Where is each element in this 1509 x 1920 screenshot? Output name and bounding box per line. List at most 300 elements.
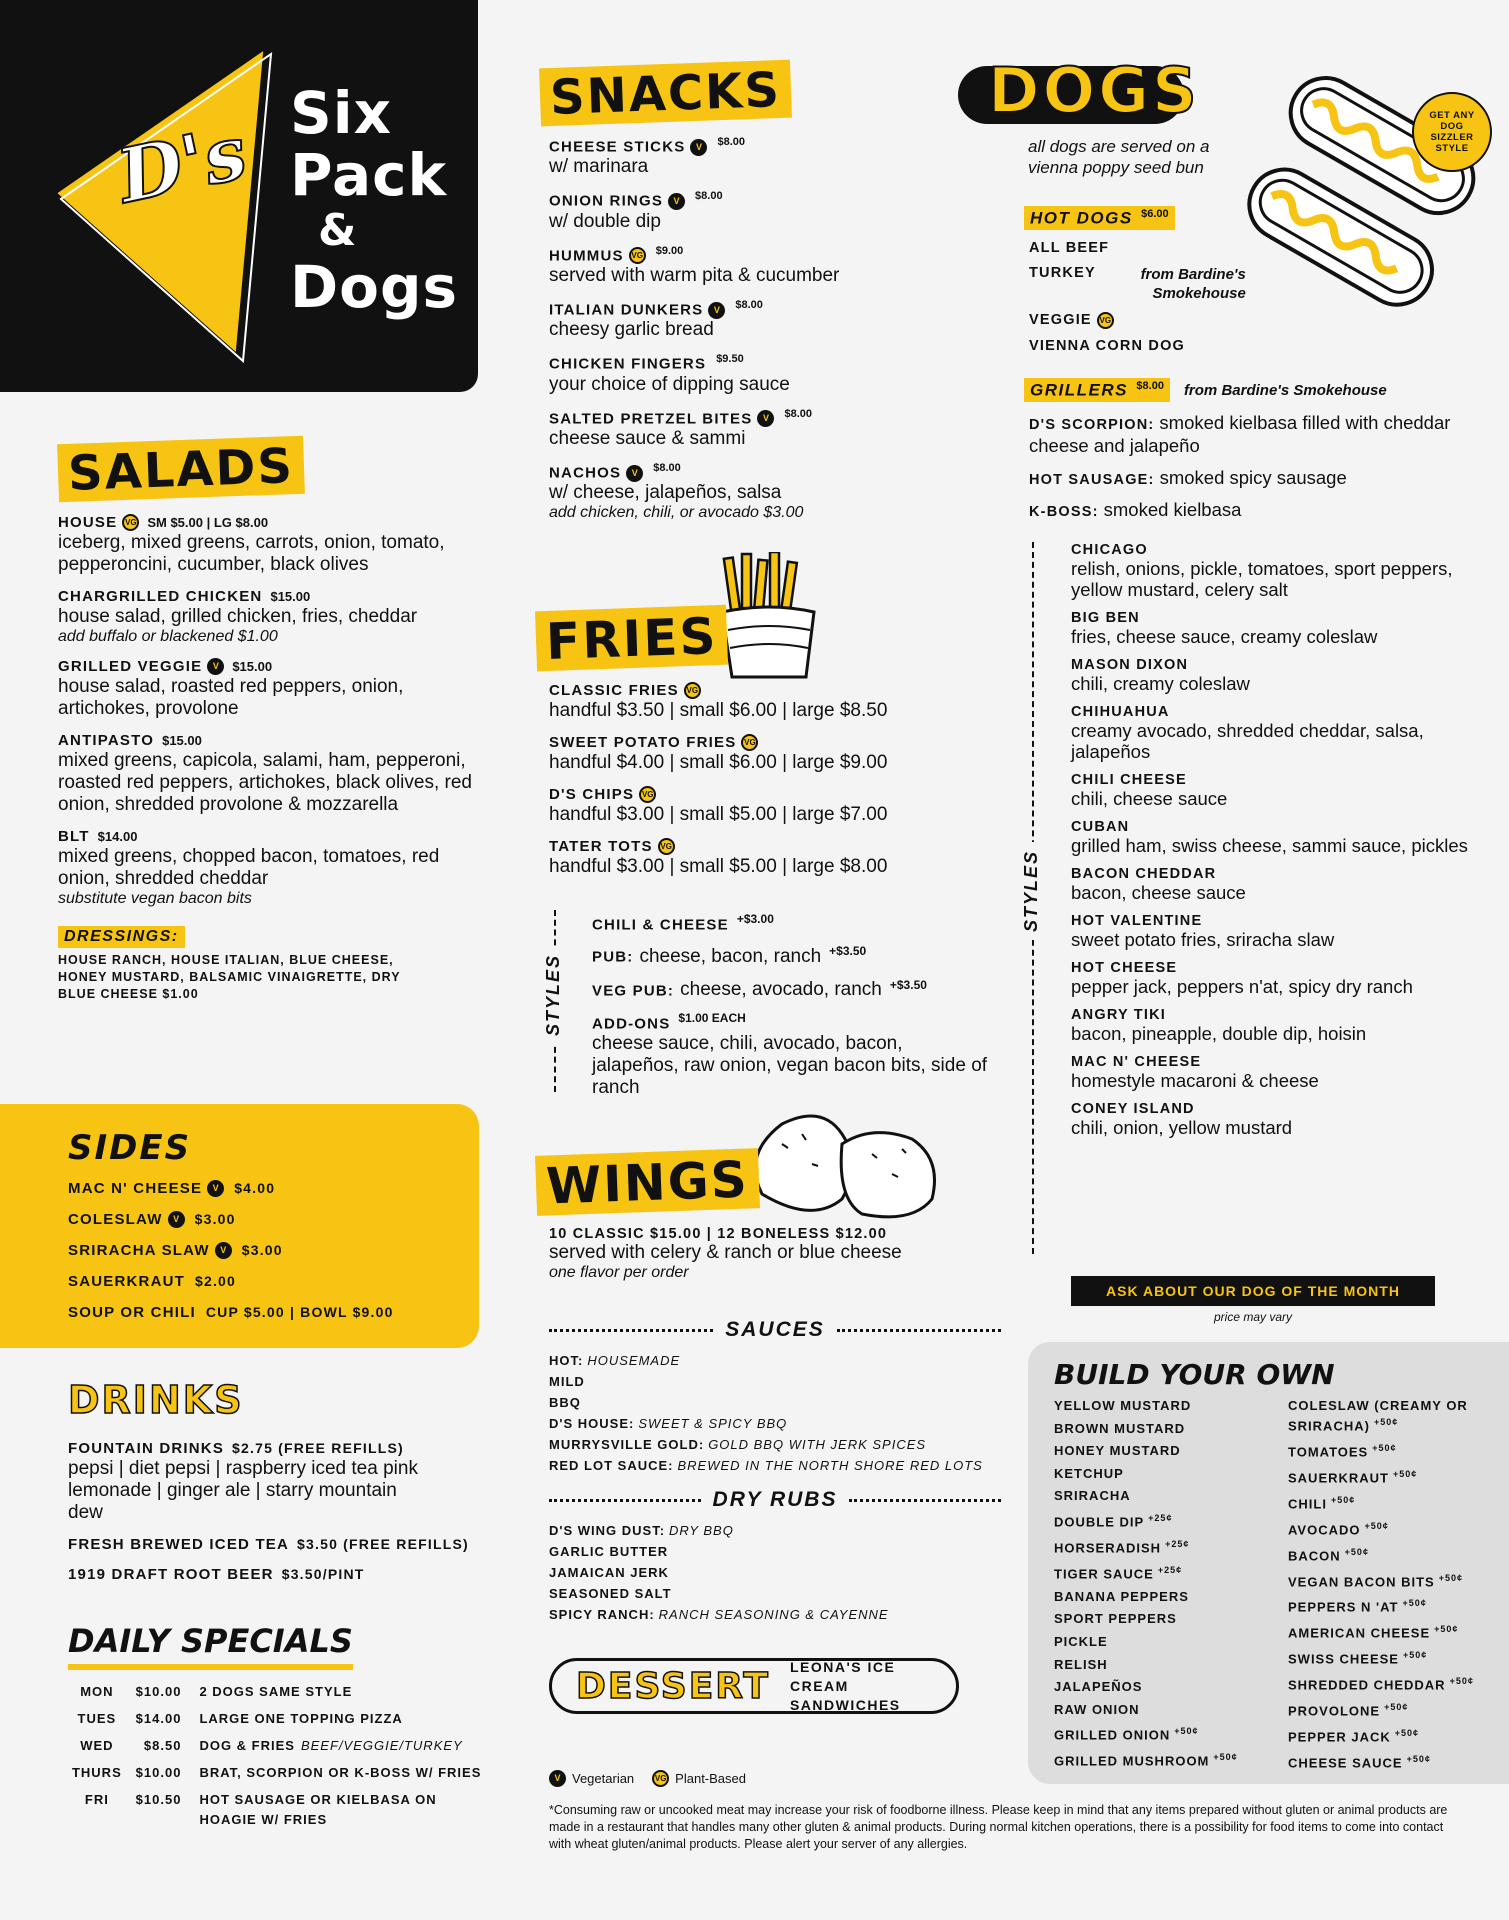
salad-price: $15.00 bbox=[270, 589, 311, 604]
dog-style-desc: grilled ham, swiss cheese, sammi sauce, pickles bbox=[1071, 835, 1468, 856]
dog-style-name: CONEY ISLAND bbox=[1071, 1101, 1195, 1117]
salad-desc: iceberg, mixed greens, carrots, onion, tomato, pepperoncini, cucumber, black olives bbox=[58, 532, 445, 575]
fries-style-name: PUB: bbox=[592, 948, 634, 966]
topping-item bbox=[1288, 1518, 1488, 1538]
griller-item bbox=[1029, 412, 1474, 458]
special-item-wrap bbox=[199, 1736, 488, 1756]
dog-style-desc: homestyle macaroni & cheese bbox=[1071, 1070, 1319, 1091]
dog-style-item bbox=[1071, 610, 1481, 647]
snack-price: $8.00 bbox=[784, 407, 812, 420]
snack-desc: w/ marinara bbox=[549, 156, 649, 178]
fries-style-price: $1.00 EACH bbox=[678, 1010, 746, 1025]
dog-styles-list bbox=[1071, 542, 1481, 1148]
fries-styles-list bbox=[592, 912, 992, 1109]
grillers-price: $8.00 bbox=[1136, 380, 1164, 392]
dressings-text: HOUSE RANCH, HOUSE ITALIAN, BLUE CHEESE, HONEY MUSTARD, BALSAMIC VINAIGRETTE, DRY BLUE CHEESE $1.00 bbox=[58, 953, 401, 1001]
topping-item bbox=[1288, 1699, 1488, 1719]
fries-style-name: VEG PUB: bbox=[592, 981, 675, 999]
sauces-heading: SAUCES bbox=[725, 1318, 825, 1341]
snack-price: $9.50 bbox=[716, 353, 744, 366]
grillers-label-wrap bbox=[1024, 378, 1170, 402]
fries-sizes: handful $4.00 | small $6.00 | large $9.00 bbox=[549, 752, 888, 773]
dog-style-item bbox=[1071, 772, 1481, 809]
special-price: $10.00 bbox=[135, 1765, 182, 1780]
fries-header bbox=[549, 734, 996, 752]
topping-item bbox=[1054, 1465, 1260, 1482]
sides-list bbox=[68, 1180, 479, 1322]
salad-desc: house salad, grilled chicken, fries, cheddar bbox=[58, 606, 418, 627]
side-price: $3.00 bbox=[241, 1242, 283, 1258]
snack-price: $8.00 bbox=[735, 298, 763, 311]
dog-style-item bbox=[1071, 1054, 1481, 1091]
dressings-block bbox=[58, 926, 488, 1003]
topping-price: +50¢ bbox=[1406, 1753, 1431, 1764]
fries-style-item bbox=[592, 944, 992, 967]
dog-style-name: MAC N' CHEESE bbox=[1071, 1054, 1202, 1070]
salad-item-header bbox=[58, 514, 488, 532]
dog-style-name: CUBAN bbox=[1071, 819, 1130, 835]
topping-item bbox=[1054, 1420, 1260, 1437]
topping-name: COLESLAW (CREAMY OR SRIRACHA) bbox=[1288, 1398, 1468, 1434]
fries-sizes: handful $3.00 | small $5.00 | large $7.00 bbox=[549, 804, 888, 825]
grillers-note: from Bardine's Smokehouse bbox=[1183, 381, 1387, 399]
snack-header bbox=[549, 353, 980, 373]
item-name: D'S HOUSE: bbox=[549, 1416, 635, 1431]
wings-info bbox=[536, 1226, 1006, 1282]
fries-heading: FRIES bbox=[535, 605, 728, 672]
topping-item bbox=[1288, 1544, 1488, 1564]
hotdogs-block bbox=[1024, 206, 1344, 363]
topping-price: +50¢ bbox=[1373, 1417, 1399, 1427]
logo-line-six: Six bbox=[290, 79, 393, 147]
fries-style-price: +$3.00 bbox=[736, 912, 774, 926]
topping-price: +50¢ bbox=[1402, 1650, 1428, 1661]
logo-block bbox=[0, 0, 478, 392]
item-name: JAMAICAN JERK bbox=[549, 1565, 669, 1580]
topping-item bbox=[1054, 1442, 1260, 1459]
snack-item bbox=[549, 353, 980, 395]
salad-name: HOUSE bbox=[58, 514, 118, 531]
vegetarian-badge-icon: V bbox=[708, 302, 725, 319]
item-desc: BREWED IN THE NORTH SHORE RED LOTS bbox=[677, 1458, 983, 1473]
hotdogs-label: HOT DOGS bbox=[1030, 208, 1133, 228]
snack-desc: served with warm pita & cucumber bbox=[549, 264, 840, 286]
snack-desc: cheesy garlic bread bbox=[549, 319, 714, 341]
dog-style-desc: pepper jack, peppers n'at, spicy dry ranch bbox=[1071, 976, 1413, 997]
snack-item bbox=[549, 462, 980, 522]
topping-name: GRILLED MUSHROOM bbox=[1054, 1753, 1210, 1769]
fries-list bbox=[536, 682, 996, 878]
fries-item bbox=[549, 786, 996, 826]
topping-item bbox=[1288, 1647, 1488, 1667]
item-name: SPICY RANCH: bbox=[549, 1607, 655, 1622]
vegetarian-badge-icon: V bbox=[549, 1770, 566, 1787]
griller-name: D'S SCORPION: bbox=[1029, 417, 1155, 434]
special-day: WED bbox=[80, 1738, 114, 1753]
grillers-block bbox=[1024, 378, 1474, 531]
topping-price: +50¢ bbox=[1402, 1598, 1427, 1609]
salad-item-header bbox=[58, 588, 488, 606]
drink-price: $2.75 (FREE REFILLS) bbox=[232, 1440, 404, 1456]
special-item-wrap bbox=[199, 1682, 488, 1702]
fries-name: CLASSIC FRIES bbox=[549, 682, 679, 699]
sauce-item bbox=[549, 1413, 1001, 1434]
special-item: LARGE ONE TOPPING PIZZA bbox=[199, 1711, 403, 1726]
drink-item bbox=[68, 1566, 488, 1584]
build-heading: BUILD YOUR OWN bbox=[1054, 1358, 1335, 1391]
rub-item bbox=[549, 1604, 1001, 1625]
rub-item bbox=[549, 1520, 1001, 1541]
topping-item bbox=[1288, 1570, 1488, 1590]
salads-heading: SALADS bbox=[57, 436, 305, 503]
griller-desc: smoked kielbasa bbox=[1103, 499, 1242, 521]
snack-desc: your choice of dipping sauce bbox=[549, 373, 790, 395]
drinks-section bbox=[68, 1378, 488, 1596]
side-price: CUP $5.00 | BOWL $9.00 bbox=[205, 1304, 394, 1320]
sauces-section bbox=[549, 1318, 1001, 1476]
side-name: MAC N' CHEESE bbox=[68, 1180, 203, 1197]
griller-name: K-BOSS: bbox=[1029, 504, 1099, 521]
specials-table bbox=[68, 1684, 488, 1830]
salad-price: $15.00 bbox=[232, 659, 273, 674]
special-item-wrap bbox=[199, 1763, 488, 1783]
dog-style-item bbox=[1071, 1007, 1481, 1044]
dog-style-name: CHILI CHEESE bbox=[1071, 772, 1187, 788]
dog-styles-label: STYLES bbox=[1021, 842, 1042, 940]
griller-desc: smoked kielbasa filled with cheddar cheese and jalapeño bbox=[1029, 412, 1451, 457]
special-day: TUES bbox=[77, 1711, 117, 1726]
topping-item bbox=[1054, 1633, 1260, 1650]
price-may-vary: price may vary bbox=[1213, 1310, 1293, 1324]
topping-name: PROVOLONE bbox=[1288, 1703, 1381, 1719]
hotdog-note: from Bardine's Smokehouse bbox=[1140, 266, 1246, 303]
item-name: RED LOT SAUCE: bbox=[549, 1458, 674, 1473]
salads-section bbox=[58, 440, 488, 1003]
disclaimer: *Consuming raw or uncooked meat may increase your risk of foodborne illness. Please keep in mind that any items prepared without gluten or animal products are made in a restaurant that handles many other gluten & animal products. During normal kitchen operations, there is a possibility for food items to come into contact with wheat gluten/animal products. Please alert your server of any allergies. bbox=[549, 1803, 1448, 1851]
special-price: $10.50 bbox=[135, 1792, 182, 1807]
fries-style-item bbox=[592, 912, 992, 934]
dog-style-name: CHIHUAHUA bbox=[1071, 704, 1170, 720]
item-desc: SWEET & SPICY BBQ bbox=[638, 1416, 788, 1431]
snack-header bbox=[549, 299, 980, 319]
snacks-list bbox=[540, 136, 980, 522]
grillers-label: GRILLERS bbox=[1030, 380, 1128, 400]
salad-item bbox=[58, 828, 488, 908]
topping-name: RAW ONION bbox=[1054, 1701, 1140, 1717]
vegetarian-badge-icon: V bbox=[757, 410, 774, 427]
topping-name: SWISS CHEESE bbox=[1288, 1651, 1399, 1667]
snack-price: $8.00 bbox=[717, 136, 745, 148]
rub-item bbox=[549, 1583, 1001, 1604]
special-price: $8.50 bbox=[143, 1738, 182, 1753]
dog-style-item bbox=[1071, 704, 1481, 762]
topping-item bbox=[1054, 1749, 1260, 1769]
item-name: MILD bbox=[549, 1374, 585, 1389]
special-item: DOG & FRIES bbox=[199, 1738, 295, 1753]
drink-price: $3.50 (FREE REFILLS) bbox=[297, 1536, 469, 1552]
topping-item bbox=[1054, 1678, 1260, 1695]
hotdog-item bbox=[1029, 265, 1344, 303]
special-extra: BEEF/VEGGIE/TURKEY bbox=[300, 1738, 463, 1753]
side-item bbox=[68, 1304, 479, 1322]
dogs-heading: DOGS bbox=[988, 54, 1200, 127]
topping-name: YELLOW MUSTARD bbox=[1054, 1398, 1192, 1413]
salad-item-header bbox=[58, 658, 488, 676]
item-desc: GOLD BBQ WITH JERK SPICES bbox=[708, 1437, 927, 1452]
grillers-list bbox=[1024, 412, 1474, 522]
topping-name: GRILLED ONION bbox=[1054, 1727, 1171, 1743]
topping-name: AVOCADO bbox=[1288, 1522, 1361, 1538]
fries-item bbox=[549, 838, 996, 878]
build-left-column bbox=[1054, 1397, 1260, 1777]
hotdogs-list bbox=[1024, 240, 1344, 354]
logo-line-amp: & bbox=[318, 205, 358, 256]
legend bbox=[549, 1770, 746, 1787]
rubs-heading: DRY RUBS bbox=[712, 1488, 838, 1511]
topping-price: +50¢ bbox=[1174, 1726, 1199, 1737]
plant-based-badge-icon: VG bbox=[639, 786, 656, 803]
drinks-list bbox=[68, 1440, 488, 1584]
salad-desc: mixed greens, capicola, salami, ham, pepperoni, roasted red peppers, artichokes, black olives, red onion, shredded provolone & mozzarella bbox=[58, 750, 472, 815]
snack-desc: w/ cheese, jalapeños, salsa bbox=[549, 482, 782, 504]
fries-style-name: CHILI & CHEESE bbox=[592, 916, 729, 934]
salad-name: BLT bbox=[58, 828, 90, 845]
salad-item bbox=[58, 658, 488, 720]
drink-name: FOUNTAIN DRINKS bbox=[68, 1440, 225, 1457]
snack-item bbox=[549, 136, 980, 178]
fries-style-rest: cheese, avocado, ranch bbox=[680, 978, 882, 1000]
sauce-item bbox=[549, 1392, 1001, 1413]
dog-style-desc: chili, onion, yellow mustard bbox=[1071, 1117, 1293, 1138]
dog-style-item bbox=[1071, 960, 1481, 997]
wings-note: one flavor per order bbox=[549, 1264, 689, 1281]
side-name: SRIRACHA SLAW bbox=[68, 1242, 210, 1259]
sauce-item bbox=[549, 1350, 1001, 1371]
topping-name: BACON bbox=[1288, 1547, 1341, 1563]
topping-name: CHILI bbox=[1288, 1496, 1327, 1512]
logo-line-pack: Pack bbox=[290, 141, 448, 209]
rub-item bbox=[549, 1541, 1001, 1562]
topping-name: DOUBLE DIP bbox=[1054, 1514, 1145, 1530]
dog-style-desc: creamy avocado, shredded cheddar, salsa, jalapeños bbox=[1071, 720, 1424, 762]
drink-name: FRESH BREWED ICED TEA bbox=[68, 1536, 290, 1553]
griller-item bbox=[1029, 499, 1474, 522]
griller-item bbox=[1029, 467, 1474, 490]
dog-style-name: HOT VALENTINE bbox=[1071, 913, 1203, 929]
side-price: $2.00 bbox=[195, 1273, 237, 1289]
plant-based-badge-icon: VG bbox=[1097, 312, 1114, 329]
topping-price: +50¢ bbox=[1213, 1752, 1238, 1763]
item-name: HOT: bbox=[549, 1353, 584, 1368]
dog-of-month-banner[interactable] bbox=[1071, 1276, 1435, 1306]
topping-name: CHEESE SAUCE bbox=[1288, 1755, 1403, 1771]
snack-price: $8.00 bbox=[653, 461, 681, 474]
topping-price: +50¢ bbox=[1344, 1546, 1369, 1557]
topping-name: SRIRACHA bbox=[1054, 1488, 1131, 1504]
topping-item bbox=[1054, 1487, 1260, 1504]
salad-name: CHARGRILLED CHICKEN bbox=[58, 588, 263, 605]
hotdog-name: VEGGIE bbox=[1029, 312, 1092, 329]
dog-style-name: MASON DIXON bbox=[1071, 657, 1189, 673]
fries-style-item bbox=[592, 978, 992, 1001]
dog-style-desc: sweet potato fries, sriracha slaw bbox=[1071, 929, 1335, 950]
drink-desc: pepsi | diet pepsi | raspberry iced tea pink lemonade | ginger ale | starry mountain dew bbox=[68, 1458, 418, 1523]
special-row bbox=[68, 1792, 488, 1830]
salad-name: ANTIPASTO bbox=[58, 732, 155, 749]
plant-based-badge-icon: VG bbox=[629, 247, 646, 264]
topping-item bbox=[1288, 1397, 1488, 1434]
side-item bbox=[68, 1242, 479, 1260]
topping-item bbox=[1054, 1610, 1260, 1627]
side-item bbox=[68, 1211, 479, 1229]
dog-style-name: CHICAGO bbox=[1071, 542, 1148, 558]
snack-name: NACHOS bbox=[549, 464, 622, 482]
snack-name: ONION RINGS bbox=[549, 192, 664, 210]
hotdog-item bbox=[1029, 240, 1344, 256]
dog-style-item bbox=[1071, 913, 1481, 950]
logo-wordmark bbox=[290, 79, 459, 321]
dog-style-desc: chili, cheese sauce bbox=[1071, 788, 1228, 809]
topping-item bbox=[1288, 1673, 1488, 1693]
fries-header bbox=[549, 786, 996, 804]
snacks-section bbox=[540, 61, 980, 534]
topping-item bbox=[1054, 1701, 1260, 1718]
salad-item bbox=[58, 514, 488, 576]
sauce-item bbox=[549, 1434, 1001, 1455]
dog-of-month-text: ASK ABOUT OUR DOG OF THE MONTH bbox=[1106, 1283, 1400, 1299]
item-name: D'S WING DUST: bbox=[549, 1523, 666, 1538]
fries-sizes: handful $3.00 | small $5.00 | large $8.00 bbox=[549, 856, 888, 877]
snack-name: SALTED PRETZEL BITES bbox=[549, 409, 753, 427]
topping-price: +50¢ bbox=[1384, 1702, 1409, 1713]
item-name: SEASONED SALT bbox=[549, 1586, 672, 1601]
dog-style-desc: relish, onions, pickle, tomatoes, sport peppers, yellow mustard, celery salt bbox=[1071, 558, 1453, 600]
snack-item bbox=[549, 299, 980, 341]
fries-style-rest: cheese, bacon, ranch bbox=[639, 945, 822, 967]
wings-section bbox=[536, 1152, 1006, 1282]
fries-item bbox=[549, 682, 996, 722]
topping-item bbox=[1288, 1725, 1488, 1745]
item-name: MURRYSVILLE GOLD: bbox=[549, 1437, 705, 1452]
topping-name: HONEY MUSTARD bbox=[1054, 1443, 1181, 1459]
sizzler-text: GET ANY DOG SIZZLER STYLE bbox=[1429, 110, 1475, 154]
side-name: SAUERKRAUT bbox=[68, 1273, 185, 1290]
snack-item bbox=[549, 190, 980, 232]
build-your-own-panel bbox=[1028, 1342, 1509, 1784]
vegetarian-badge-icon: V bbox=[168, 1211, 185, 1228]
dog-style-item bbox=[1071, 657, 1481, 694]
topping-name: PICKLE bbox=[1054, 1633, 1108, 1649]
rubs-divider bbox=[549, 1488, 1001, 1512]
topping-price: +50¢ bbox=[1364, 1520, 1389, 1531]
topping-name: SPORT PEPPERS bbox=[1054, 1611, 1177, 1627]
snack-name: CHICKEN FINGERS bbox=[549, 355, 707, 373]
sides-section bbox=[0, 1104, 479, 1348]
fries-heading-wrap bbox=[536, 607, 996, 671]
vegetarian-badge-icon: V bbox=[207, 658, 224, 675]
hotdog-item bbox=[1029, 312, 1344, 329]
topping-name: HORSERADISH bbox=[1054, 1540, 1162, 1556]
salads-list bbox=[58, 514, 488, 908]
fries-name: TATER TOTS bbox=[549, 838, 653, 855]
drink-item bbox=[68, 1440, 488, 1524]
sides-heading: SIDES bbox=[68, 1128, 192, 1168]
fries-sizes: handful $3.50 | small $6.00 | large $8.50 bbox=[549, 700, 888, 721]
salad-item bbox=[58, 588, 488, 646]
topping-item bbox=[1054, 1536, 1260, 1556]
topping-name: PEPPER JACK bbox=[1288, 1729, 1391, 1745]
hotdog-item bbox=[1029, 338, 1344, 354]
dog-style-desc: bacon, cheese sauce bbox=[1071, 882, 1246, 903]
dog-style-desc: chili, creamy coleslaw bbox=[1071, 673, 1250, 694]
topping-item bbox=[1054, 1397, 1260, 1414]
salad-note: substitute vegan bacon bits bbox=[58, 890, 252, 907]
rubs-list bbox=[549, 1520, 1001, 1625]
legend-vegetarian: Vegetarian bbox=[572, 1771, 635, 1786]
dog-style-desc: fries, cheese sauce, creamy coleslaw bbox=[1071, 626, 1378, 647]
snack-desc: w/ double dip bbox=[549, 210, 661, 232]
side-item bbox=[68, 1180, 479, 1198]
salad-item-header bbox=[58, 828, 488, 846]
topping-price: +50¢ bbox=[1438, 1572, 1464, 1583]
hotdog-name: TURKEY bbox=[1029, 265, 1096, 282]
topping-price: +25¢ bbox=[1165, 1538, 1190, 1549]
topping-item bbox=[1054, 1656, 1260, 1673]
dog-style-name: ANGRY TIKI bbox=[1071, 1007, 1166, 1023]
salad-item bbox=[58, 732, 488, 816]
fries-header bbox=[549, 682, 996, 700]
topping-name: BROWN MUSTARD bbox=[1054, 1420, 1186, 1436]
hotdogs-label-wrap bbox=[1024, 206, 1175, 230]
special-item: BRAT, SCORPION OR K-BOSS W/ FRIES bbox=[199, 1765, 482, 1780]
hotdog-name: ALL BEEF bbox=[1029, 240, 1110, 257]
legend-plant-based: Plant-Based bbox=[675, 1771, 746, 1786]
topping-name: KETCHUP bbox=[1054, 1465, 1124, 1481]
fries-item bbox=[549, 734, 996, 774]
dessert-text: LEONA'S ICE CREAM SANDWICHES bbox=[789, 1658, 901, 1713]
topping-item bbox=[1054, 1723, 1260, 1743]
salad-name: GRILLED VEGGIE bbox=[58, 658, 203, 675]
griller-name: HOT SAUSAGE: bbox=[1029, 472, 1155, 489]
dog-style-name: BIG BEN bbox=[1071, 610, 1140, 626]
specials-heading: DAILY SPECIALS bbox=[68, 1622, 353, 1670]
dog-style-item bbox=[1071, 542, 1481, 600]
topping-name: TIGER SAUCE bbox=[1054, 1566, 1154, 1582]
vegetarian-badge-icon: V bbox=[690, 139, 707, 156]
topping-price: +25¢ bbox=[1157, 1564, 1183, 1575]
topping-price: +50¢ bbox=[1330, 1494, 1356, 1505]
side-price: $3.00 bbox=[194, 1211, 236, 1227]
salads-heading-wrap bbox=[58, 438, 488, 502]
special-row bbox=[68, 1711, 488, 1729]
snack-item bbox=[549, 408, 980, 450]
snacks-heading-wrap bbox=[540, 61, 980, 127]
dog-style-item bbox=[1071, 1101, 1481, 1138]
snack-header bbox=[549, 245, 980, 265]
special-row bbox=[68, 1738, 488, 1756]
topping-price: +50¢ bbox=[1372, 1442, 1397, 1453]
sauce-item bbox=[549, 1371, 1001, 1392]
topping-item bbox=[1288, 1595, 1488, 1615]
topping-name: AMERICAN CHEESE bbox=[1288, 1625, 1431, 1641]
topping-item bbox=[1288, 1492, 1488, 1512]
fries-style-desc: cheese sauce, chili, avocado, bacon, jalapeños, raw onion, vegan bacon bits, side of ranch bbox=[592, 1033, 988, 1099]
item-name: BBQ bbox=[549, 1395, 581, 1410]
topping-name: RELISH bbox=[1054, 1656, 1108, 1672]
snack-note: add chicken, chili, or avocado $3.00 bbox=[549, 504, 804, 522]
drinks-heading: DRINKS bbox=[68, 1378, 244, 1422]
topping-item bbox=[1288, 1751, 1488, 1771]
